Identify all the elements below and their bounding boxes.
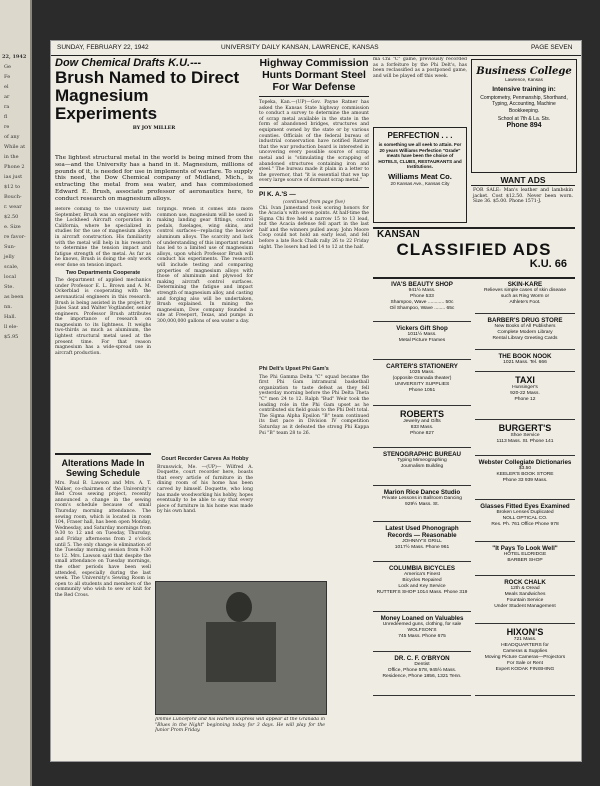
classified-ad-line: Oil Shampoo, Wave ........ 65c xyxy=(389,306,455,311)
highway-story xyxy=(259,57,369,362)
masthead xyxy=(51,41,581,56)
classified-ad-title: DR. C. F. O'BRYON xyxy=(394,655,450,662)
classified-ad-line: Metal Picture Frames xyxy=(398,338,446,343)
perfection-company: Williams Meat Co. xyxy=(388,171,452,181)
classified-ad-line: For Sale or Rent xyxy=(507,661,543,666)
classified-ad xyxy=(475,625,575,696)
classified-ad-line: Broken Lenses Duplicated xyxy=(496,510,554,515)
classified-ad-line: RUTTER'S SHOP 1014 Mass. Phone 319 xyxy=(376,590,468,595)
strip-fragment: Hall. xyxy=(4,314,17,320)
pika-body: Chi. Ivan Jamestand took scoring honors for the Acacia's with seven points. At half-time the Sigma Chi five held a narrow 15 to 13 lead, but the Acacia defense fell apart in the last half and the winners pulled away. John Moore Coop could not hold an early lead, and fell before a late Rock Chalk rally 26 to 22 Friday night. The losers had led 14 to 12 at the half. xyxy=(259,205,369,250)
business-college-ad xyxy=(471,59,577,173)
classified-ad-line: Lock and Key Service xyxy=(398,584,446,589)
classified-ad-line: Fountain Service xyxy=(506,598,544,603)
strip-fragment: local xyxy=(4,274,16,280)
classified-ad-line: Journalism Building xyxy=(400,464,444,469)
newspaper-page xyxy=(50,40,582,762)
classified-ad-line: Meals Sandwiches xyxy=(504,592,546,597)
want-ads-text: FOR SALE: Man's leather and lambskin jacket. Cost $12.50. Never been worn. Size 36. $5.00. Phone 1571-J. xyxy=(473,188,573,205)
masthead-date: SUNDAY, FEBRUARY 22, 1942 xyxy=(57,44,149,51)
classified-ad-line: Cameras & Supplies xyxy=(502,649,548,654)
strip-fragment: ar xyxy=(4,94,10,100)
strip-fragment: Fe xyxy=(4,74,11,80)
classified-ad-line: JOHNNY'S GRILL xyxy=(402,539,442,544)
strip-fragment: ias just xyxy=(4,174,23,180)
college-school: School at 7th & La. Sts. xyxy=(497,116,551,123)
perfection-ad xyxy=(373,127,467,223)
strip-date: 22, 1942 xyxy=(2,54,27,60)
lead-body-p2: The department of applied mechanics under Professor E. L. Brown and A. M. Ockerblad is cooperating with the aeronautical engineers in this research. Brush is being assisted in the project by Jules Saut and Walter Vogtlander, senior engineers. Professor Brush attributes the importance of research on magnesium to its lightness. It weighs two-thirds as much as aluminum, the lightest structural metal used at the present time. For that reason magnesium has a wide-spread use in aircraft production. xyxy=(55,278,151,356)
lead-paragraph: The lightest structural metal in the world is being mined from the sea—and the University has a hand in it. Magnesium, millions of pounds of it, is needed for use in implements of warfare. To supply this need, the Dow Chemical company of Midland, Mich., is extracting the metal from sea water, and has commissioned Edward E. Brush, associate professor of aeronautics here, to conduct research on magnesium alloys. xyxy=(55,155,253,201)
pika-story-continued xyxy=(259,365,369,579)
classified-ad xyxy=(475,577,575,624)
strip-fragment: Ste. xyxy=(4,284,14,290)
classified-ad-line: Residence, Phone 1856, 1321 Tenn. xyxy=(382,674,462,679)
strip-fragment: Phone 2 xyxy=(4,164,25,170)
court-body: Brunswick, Me. —(UP)— Wilfred A. Doquette, court recorder here, boasts that every article of furniture in the dining room of his home has been carved by himself. Doquette, who long has made woodworking his hobby, hopes eventually to be able to say that every piece of furniture in his home was made by his own hand. xyxy=(157,464,253,515)
classified-ad-line: Jewelry and Gifts xyxy=(403,419,441,424)
pika-subhead: Phi Delt's Upset Phi Gam's xyxy=(259,366,329,372)
classified-phone: K.U. 66 xyxy=(529,258,567,270)
strip-fragment: fl xyxy=(4,114,8,120)
classified-ad-line: 1025 Mass. xyxy=(409,370,435,375)
strip-fragment: Ge xyxy=(4,64,11,70)
classified-ad xyxy=(475,543,575,576)
classified-ad-line: such as Ring Worm or xyxy=(500,294,550,299)
classified-ad xyxy=(373,487,471,522)
classified-ad-line: 920-22 Mass. xyxy=(510,391,540,396)
strip-fragment: in the xyxy=(4,154,19,160)
classified-ad-line: Office, Phone 578, 945½ Mass. xyxy=(387,668,457,673)
classified-ad-line: 1017½ Mass. Phone 961 xyxy=(394,545,450,550)
classified-title: CLASSIFIED ADS xyxy=(396,240,552,259)
classified-kansan: KANSAN xyxy=(377,229,420,240)
strip-fragment: re favor- xyxy=(4,234,26,240)
classified-ad-line: 941½ Mass. xyxy=(408,288,436,293)
classified-ad-line: BARBER SHOP xyxy=(507,558,543,563)
classified-ad-line: Hunsinger's xyxy=(512,385,538,390)
strip-fragment: el xyxy=(4,84,9,90)
classified-ad-line: Phone 12 xyxy=(514,397,536,402)
classified-ad-line: Relieves simple cases of skin disease xyxy=(483,288,567,293)
classified-ad-line: Phone 1051 xyxy=(408,388,436,393)
classified-ad-title: TAXI xyxy=(515,375,535,385)
classified-ad-line: Dentist xyxy=(414,662,430,667)
masthead-page: PAGE SEVEN xyxy=(531,44,573,51)
classified-ad-line: HOTEL ELDRIDGE xyxy=(503,552,547,557)
strip-fragment: r. wear xyxy=(4,204,22,210)
lead-story xyxy=(55,57,253,133)
classified-ad-title: BARBER'S DRUG STORE xyxy=(487,317,563,324)
classified-ad-line: 1011½ Mass. xyxy=(407,332,437,337)
classified-ad-line: NOLL OPTICAL CO. xyxy=(502,516,548,521)
classified-ad-title: ROCK CHALK xyxy=(504,579,546,586)
lead-headline: Brush Named to Direct Magnesium Experiments xyxy=(55,68,240,123)
classified-ad-line: Typing Mimeographing xyxy=(397,458,447,463)
lead-body-left xyxy=(55,207,151,447)
strip-fragment: of any xyxy=(4,134,20,140)
classified-ad-line: Expert KODAK FINISHING xyxy=(495,667,555,672)
classified-ad xyxy=(373,407,471,448)
want-ads xyxy=(471,175,575,221)
classified-ad-title: BURGERT'S xyxy=(498,423,552,433)
strip-fragment: scale, xyxy=(4,264,19,270)
classified-banner xyxy=(373,227,575,279)
classified-ad xyxy=(373,523,471,562)
classified-ad xyxy=(475,373,575,420)
classified-ad xyxy=(475,315,575,350)
lead-body-mid xyxy=(157,207,253,435)
classified-ad-line: $3.50 xyxy=(518,466,532,471)
classified-ad xyxy=(475,501,575,542)
lead-kicker: Dow Chemical Drafts K.U.--- xyxy=(55,57,202,69)
classified-ad-title: SKIN-KARE xyxy=(507,281,543,288)
highway-body: Topeka, Kan.—(UP)—Gov. Payne Ratner has asked the Kansas State highway commission to conduct a survey to determine the amount of scrap metal available in the state in the form of abandoned bridges, structures and equipment owned by the state or by various counties. Officials of the federal bureau of industrial conservation have notified Ratner that the war production board is interested in uncovering every possible source of scrap metal and is "stimulating the scrapping of abandoned structures containing iron and steel." The bureau made it plain in a letter to the governor, that "it is essential that we tap every large source of dormant scrap metal." xyxy=(259,100,369,184)
classified-ad-line: Moving Picture Cameras—Projectors xyxy=(484,655,566,660)
perfection-title: PERFECTION . . . xyxy=(387,131,453,140)
classified-ad-line: 721 Mass. xyxy=(513,637,537,642)
classified-ad xyxy=(475,279,575,314)
classified-ad-line: Athlete's Foot. xyxy=(509,300,541,305)
classified-ad-title: Vickers Gift Shop xyxy=(396,325,448,332)
classified-ad-title: Glasses Fitted Eyes Examined xyxy=(480,503,570,510)
classified-ad xyxy=(475,421,575,456)
classified-ad-line: Shampoo, Wave ............ 50c xyxy=(390,300,454,305)
photo-body-shape xyxy=(206,622,276,682)
classified-ad-line: UNIVERSITY SUPPLIES xyxy=(394,382,450,387)
alterations-story xyxy=(55,453,151,755)
classified-ad xyxy=(475,457,575,500)
classified-ad-line: 833 Mass. xyxy=(410,425,434,430)
classified-ad xyxy=(373,563,471,612)
classified-ad xyxy=(373,323,471,360)
classified-ad-line: 745 Mass. Phone 675 xyxy=(398,634,446,639)
classified-ad-line: KEELER'S BOOK STORE xyxy=(496,472,554,477)
classified-ad-title: Money Loaned on Valuables xyxy=(380,615,464,622)
classified-ad-title: COLUMBIA BICYCLES xyxy=(388,565,456,572)
pika-heading: PI K. A.'S — xyxy=(259,190,296,198)
classified-ad-line: 1021 Mass. Tel. 666 xyxy=(503,360,547,365)
strip-fragment: While at xyxy=(4,144,26,150)
classified-ad-line: 12th & Oread xyxy=(510,586,540,591)
masthead-paper: UNIVERSITY DAILY KANSAN, LAWRENCE, KANSAS xyxy=(221,44,379,51)
perfection-address: 20 Kansas Ave., Kansas City xyxy=(390,180,450,186)
lead-body-p1: Before coming to the University last September, Brush was an engineer with the Lockheed Aircraft corporation in California, where he specialized in studies for the use of magnesium alloys in aircraft construction. His familiarity with the metal will help in his research to determine the tension impact and fatigue strength of the metal. As far as he knows, Brush is doing the only work ever done on tension impact. xyxy=(55,207,151,268)
strip-fragment: $12 to xyxy=(4,184,21,190)
classified-ad-title: Webster Collegiate Dictionaries xyxy=(478,459,572,466)
classified-ad-title: STENOGRAPHIC BUREAU xyxy=(382,451,462,458)
classified-ad-line: HEADQUARTERS for xyxy=(501,643,549,648)
classified-ad-title: "It Pays To Look Well" xyxy=(492,545,558,552)
lead-byline: BY JOY MILLER xyxy=(132,125,176,131)
strip-fragments xyxy=(0,64,30,340)
classified-ad-line: New Books of All Publishers xyxy=(494,324,556,329)
classified-ad-line: America's Finest xyxy=(404,572,440,577)
strip-fragment: $5.95 xyxy=(4,334,19,340)
classified-ad-line: Shoe Service xyxy=(510,433,540,438)
strip-fragment: Sun- xyxy=(4,244,16,250)
strip-fragment: as been xyxy=(4,294,24,300)
strip-fragment: re xyxy=(4,124,10,130)
classified-ad-line: Complete Modern Library xyxy=(497,330,553,335)
strip-fragment: Bouch- xyxy=(4,194,22,200)
strip-fragment: ll ele- xyxy=(4,324,18,330)
classified-ad-line: Unredeemed guns, clothing, for sale xyxy=(382,622,462,627)
alterations-body: Mrs. Paul B. Lawson and Mrs. A. T. Walker, co-chairmen of the University's Red Cross sewing project, recently announced a change in the sewing room's schedule because of small Thursday morning attendance. The sewing room, which is located in room 104, Fraser hall, has been open Monday, Wednesday, and Saturday mornings from 9:30 to 12 and on Tuesday, Thursday, and Friday afternoons from 2 o'clock until 5. The only change is elimination of the Tuesday morning session from 9:30 to 12. Mrs. Lawson said that despite the small attendance on Tuesday mornings, the other periods have been well attended, especially during the last week. The University's Sewing Room is open to all students and members of the community who wish to sew or knit for the Red Cross. xyxy=(55,481,151,598)
classified-ad-title: HIXON'S xyxy=(506,627,544,637)
classified-ad xyxy=(475,351,575,372)
strip-fragment: jelly xyxy=(4,254,15,260)
court-story xyxy=(157,455,253,571)
court-headline: Court Recorder Carves As Hobby xyxy=(161,456,249,462)
alterations-headline: Alterations Made In Sewing Schedule xyxy=(61,458,145,478)
classified-ad-line: Phone 827 xyxy=(410,431,434,436)
classified-ad-title: CARTER'S STATIONERY xyxy=(386,363,458,370)
perfection-body: is something we all seek to attain. For 20 years Williams Perfection "Grade" meats have been the choice of HOTELS, CLUBS, RESTAURANTS and Institutions. xyxy=(378,142,462,170)
college-subjects: Comptometry, Penmanship, Shorthand, Typing, Accounting, Machine Bookkeeping. xyxy=(480,95,568,114)
classified-ad-line: WOLFSON'S xyxy=(407,628,437,633)
strip-fragment: e. Size xyxy=(4,224,21,230)
classified-ad xyxy=(373,449,471,486)
classified-ad-title: Latest Used Phonograph Records — Reasonable xyxy=(385,525,459,539)
classified-ad-title: ROBERTS xyxy=(399,409,444,419)
classified-ad-line: Phone 33 939 Mass. xyxy=(502,478,548,483)
photo-face-shape xyxy=(226,592,252,622)
classified-ad-line: 1113 Mass. St. Phone 141 xyxy=(496,439,554,444)
classified-ad-title: Marion Rice Dance Studio xyxy=(383,489,461,496)
classified-ad xyxy=(373,613,471,652)
highway-headline: Highway Commission Hunts Dormant Steel For War Defense xyxy=(259,57,369,93)
strip-fragment: ra xyxy=(4,104,10,110)
pika-continued: (continued from page five) xyxy=(283,199,345,205)
classified-ad-line: Phone 533 xyxy=(410,294,434,299)
lead-subhead-1: Two Departments Cooperate xyxy=(65,269,141,276)
classified-ad-line: Under Student Management xyxy=(494,604,556,609)
jimmie-lunceford-photo xyxy=(155,581,327,715)
lead-body-p3: forgings. When it comes into more common use, magnesium will be used in making landing gear fittings, control pedals, fuselages, wing skins, and control surfaces—replacing the heavier aluminum alloys. The scarcity and lack of understanding of this important metal has led to a limited use of magnesium alloys, upon which Professor Brush will conduct his experiments. The research will include testing and comparing properties of magnesium alloys with those of aluminum and plywood for making aircraft control surfaces. Determining the fatigue and impact strength of magnesium alloy, and casting and forging also will be undertaken, Brush explained. In mining the magnesium, Dow company founded a site at Freeport, Texas, and pumps in 300,000,000 gallons of sea water a day. xyxy=(157,207,253,324)
strip-fragment: nn. xyxy=(4,304,13,310)
college-heading: Intensive training in: xyxy=(492,86,556,93)
adjacent-page-strip xyxy=(0,0,32,786)
classified-ad-line: Private Lessons in Ballroom Dancing xyxy=(382,496,462,501)
college-city: Lawrence, Kansas xyxy=(505,77,543,82)
classified-ad-line: Res. Ph. 761 Office Phone 978 xyxy=(491,522,559,527)
classified-ad-line: 929½ Mass. St. xyxy=(405,502,439,507)
pika-body-2: The Phi Gamma Delta "C" squad became the first Phi Gam intramural basketball organization to taste defeat as they fell yesterday morning before the Phi Delta Theta "C" men 24 to 12. Ralph "Bud" Weir took the leading role in the Phi Gam upset as he contributed six field goals to the Phi Delt total. The Sigma Alpha Epsilon "B" team continued its fast pace in Division IV competition Saturday as it defeated the strong Phi Kappa Psi "B" team 28 to 26. xyxy=(259,374,369,436)
classified-ad-line: Bicycles Repaired xyxy=(402,578,442,583)
classified-ad xyxy=(373,653,471,696)
photo-caption: Jimmie Lunceford and his Harlem Express will appear at the Granada in "Blues in the Night" beginning today for 3 days. He will play for the Junior Prom Friday. xyxy=(155,717,325,734)
classified-ad xyxy=(373,279,471,322)
college-phone: Phone 894 xyxy=(506,122,542,130)
college-name: Business College xyxy=(476,66,572,77)
classified-ad-line: Rental Library Greeting Cards xyxy=(492,336,558,341)
classified-ad-line: (opposite Granada theater) xyxy=(392,376,452,381)
strip-fragment: $2.50 xyxy=(4,214,19,220)
classified-ad-title: THE BOOK NOOK xyxy=(498,353,552,360)
classified-ad xyxy=(373,361,471,406)
forfeit-note: ma Chi "C" game, previously recorded as a forfeiture by the Phi Delt's, has been reclassified as a postponed game, and will be played off this week. xyxy=(373,57,467,79)
want-ads-title: WANT ADS xyxy=(471,175,575,186)
classified-ad-title: IVA'S BEAUTY SHOP xyxy=(391,281,453,288)
